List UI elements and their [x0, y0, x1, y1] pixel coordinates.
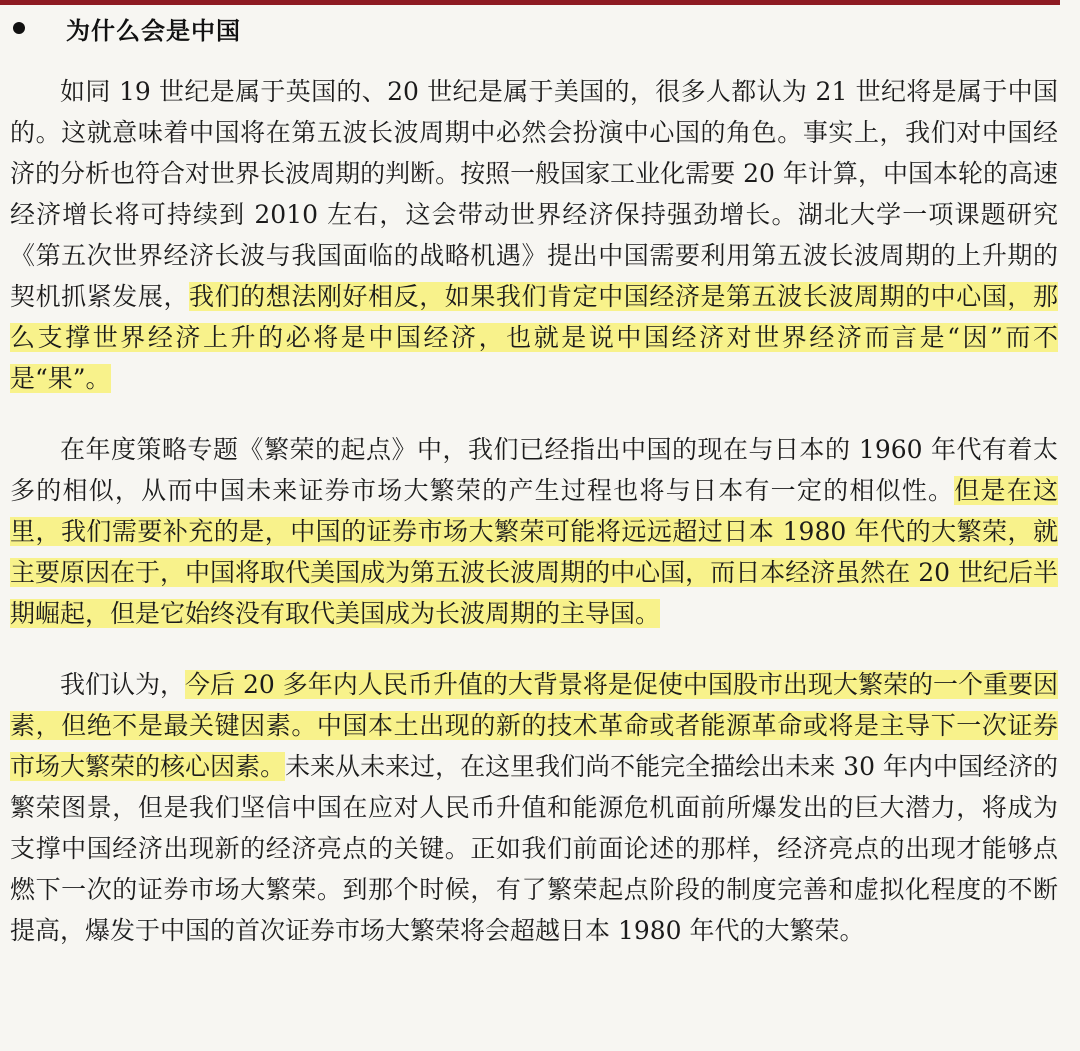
paragraph-text: 未来从未来过，在这里我们尚不能完全描绘出未来 30 年内中国经济的繁荣图景，但是我们坚信中国在应对人民币升值和能源危机面前所爆发出的巨大潜力，将成为支撑中国经济出现新的经济亮点的关键。正如我们前面论述的那样，经济亮点的出现才能够点燃下一次的证券市场大繁荣。到那个时候，有了繁荣起点阶段的制度完善和虚拟化程度的不断提高，爆发于中国的首次证券市场大繁荣将会超越日本 1980 年代的大繁荣。 [10, 752, 1058, 945]
highlighted-text: 今后 20 多年内人民币升值的大背景将是促使中国股市出现大繁荣的一个重要因素，但绝不是最关键因素。中国本土出现的新的技术革命或者能源革命或将是主导下一次证券市场大繁荣的核心因素。 [10, 670, 1058, 781]
highlighted-text: 我们的想法刚好相反，如果我们肯定中国经济是第五波长波周期的中心国，那么支撑世界经济上升的必将是中国经济，也就是说中国经济对世界经济而言是“因”而不是“果”。 [10, 282, 1058, 393]
paragraph-text: 在年度策略专题《繁荣的起点》中，我们已经指出中国的现在与日本的 1960 年代有着太多的相似，从而中国未来证券市场大繁荣的产生过程也将与日本有一定的相似性。 [10, 435, 1058, 505]
section-title: 为什么会是中国 [66, 16, 241, 45]
document-body [10, 71, 1058, 951]
paragraph-text: 如同 19 世纪是属于英国的、20 世纪是属于美国的，很多人都认为 21 世纪将是属于中国的。这就意味着中国将在第五波长波周期中必然会扮演中心国的角色。事实上，我们对中国经济的分析也符合对世界长波周期的判断。按照一般国家工业化需要 20 年计算，中国本轮的高速经济增长将可持续到 2010 左右，这会带动世界经济保持强劲增长。湖北大学一项课题研究《第五次世界经济长波与我国面临的战略机遇》提出中国需要利用第五波长波周期的上升期的契机抓紧发展， [10, 77, 1058, 311]
paragraph-2 [10, 429, 1058, 634]
section-heading [0, 10, 241, 46]
paragraph-text: 我们认为， [60, 670, 186, 699]
paragraph-3 [10, 664, 1058, 951]
paragraph-1 [10, 71, 1058, 399]
paragraph-gap [10, 399, 1058, 429]
top-rule [0, 0, 1060, 5]
bullet-icon [13, 22, 25, 34]
paragraph-gap [10, 634, 1058, 664]
highlighted-text: 但是在这里，我们需要补充的是，中国的证券市场大繁荣可能将远远超过日本 1980 年代的大繁荣，就主要原因在于，中国将取代美国成为第五波长波周期的中心国，而日本经济虽然在 20 世纪后半期崛起，但是它始终没有取代美国成为长波周期的主导国。 [10, 476, 1058, 628]
